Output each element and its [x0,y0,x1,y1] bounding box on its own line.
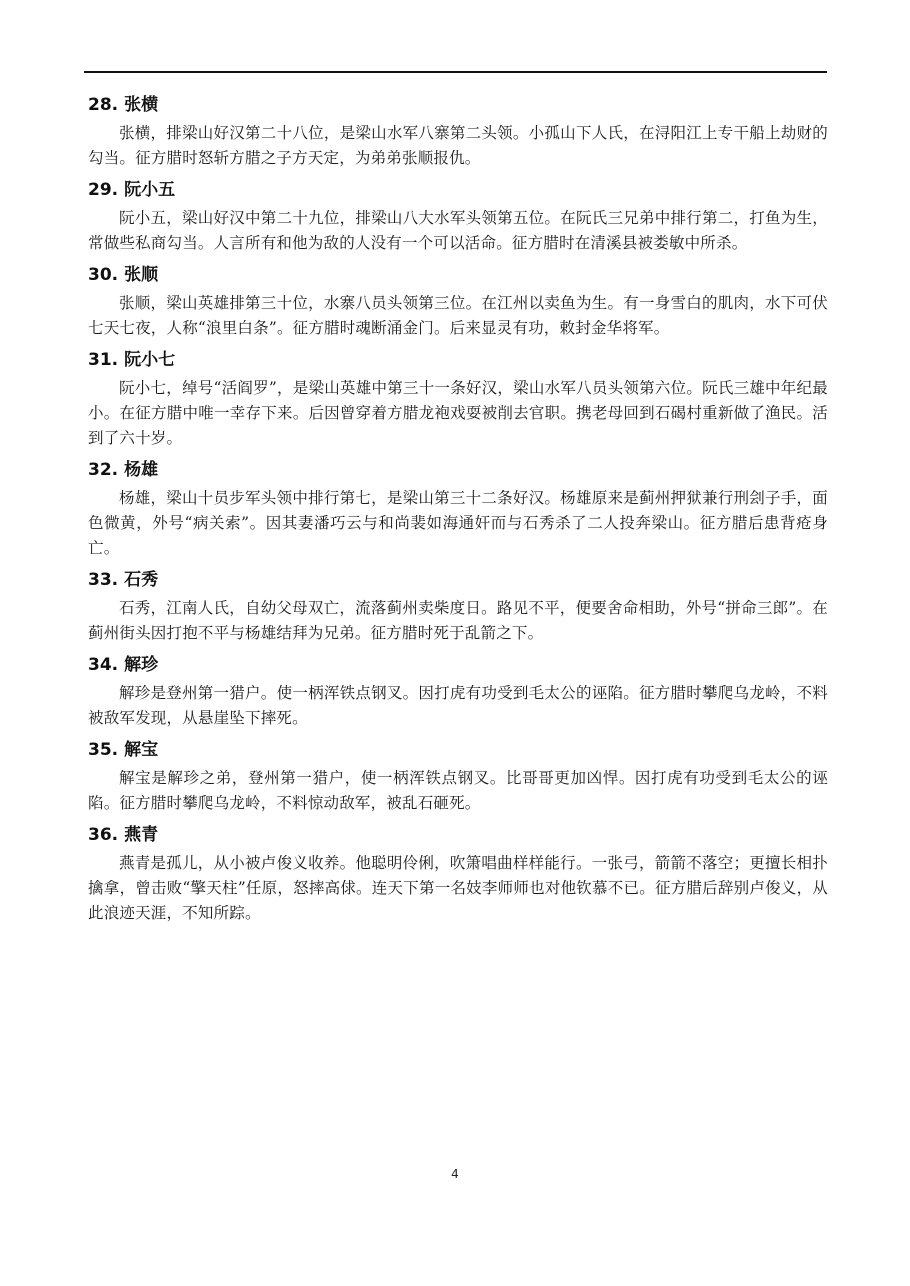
entry-text: 阮小七，绰号“活阎罗”，是梁山英雄中第三十一条好汉，梁山水军八员头领第六位。阮氏三雄中年纪最小。在征方腊中唯一幸存下来。后因曾穿着方腊龙袍戏耍被削去官职。携老母回到石碣村重新做了渔民。活到了六十岁。 [88,379,828,447]
entry-text: 张横，排梁山好汉第二十八位，是梁山水军八寨第二头领。小孤山下人氏，在浔阳江上专干船上劫财的勾当。征方腊时怒斩方腊之子方天定，为弟弟张顺报仇。 [88,124,828,167]
entry-number: 36. [88,825,119,845]
entry-number: 28. [88,95,119,115]
entry-31 [88,347,828,451]
entry-heading [88,262,828,288]
entry-36 [88,822,828,926]
entry-29 [88,177,828,256]
entry-text: 石秀，江南人氏，自幼父母双亡，流落蓟州卖柴度日。路见不平，便要舍命相助，外号“拼命三郎”。在蓟州街头因打抱不平与杨雄结拜为兄弟。征方腊时死于乱箭之下。 [88,599,828,642]
entry-heading [88,737,828,763]
document-body [88,92,828,932]
entry-name: 张横 [124,95,159,115]
entry-name: 张顺 [124,265,159,285]
entry-number: 35. [88,740,119,760]
page-number: 4 [451,1167,459,1181]
entry-33 [88,567,828,646]
entry-34 [88,652,828,731]
entry-text: 解宝是解珍之弟，登州第一猎户，使一柄浑铁点钢叉。比哥哥更加凶悍。因打虎有功受到毛太公的诬陷。征方腊时攀爬乌龙岭，不料惊动敌军，被乱石砸死。 [88,769,828,812]
entry-name: 石秀 [124,570,159,590]
entry-number: 31. [88,350,119,370]
entry-heading [88,652,828,678]
entry-heading [88,92,828,118]
entry-30 [88,262,828,341]
entry-text: 阮小五，梁山好汉中第二十九位，排梁山八大水军头领第五位。在阮氏三兄弟中排行第二，打鱼为生，常做些私商勾当。人言所有和他为敌的人没有一个可以活命。征方腊时在清溪县被娄敏中所杀。 [88,209,828,252]
entry-name: 解珍 [124,655,159,675]
header-rule [84,71,827,73]
entry-heading [88,457,828,483]
entry-name: 解宝 [124,740,159,760]
entry-name: 燕青 [124,825,159,845]
entry-heading [88,177,828,203]
entry-number: 34. [88,655,119,675]
entry-text: 燕青是孤儿，从小被卢俊义收养。他聪明伶俐，吹箫唱曲样样能行。一张弓，箭箭不落空；更擅长相扑擒拿，曾击败“擎天柱”任原，怒摔高俅。连天下第一名妓李师师也对他钦慕不已。征方腊后辞别卢俊义，从此浪迹天涯，不知所踪。 [88,854,828,922]
entry-text: 杨雄，梁山十员步军头领中排行第七，是梁山第三十二条好汉。杨雄原来是蓟州押狱兼行刑刽子手，面色微黄，外号“病关索”。因其妻潘巧云与和尚裴如海通奸而与石秀杀了二人投奔梁山。征方腊后患背疮身亡。 [88,489,828,557]
entry-number: 29. [88,180,119,200]
entry-number: 32. [88,460,119,480]
entry-text: 张顺，梁山英雄排第三十位，水寨八员头领第三位。在江州以卖鱼为生。有一身雪白的肌肉，水下可伏七天七夜，人称“浪里白条”。征方腊时魂断涌金门。后来显灵有功，敕封金华将军。 [88,294,828,337]
entry-heading [88,347,828,373]
entry-number: 30. [88,265,119,285]
entry-heading [88,822,828,848]
entry-heading [88,567,828,593]
entry-name: 阮小七 [124,350,176,370]
entry-32 [88,457,828,561]
entry-name: 阮小五 [124,180,176,200]
entry-number: 33. [88,570,119,590]
entry-28 [88,92,828,171]
entry-name: 杨雄 [124,460,159,480]
entry-text: 解珍是登州第一猎户。使一柄浑铁点钢叉。因打虎有功受到毛太公的诬陷。征方腊时攀爬乌龙岭，不料被敌军发现，从悬崖坠下摔死。 [88,684,828,727]
entry-35 [88,737,828,816]
